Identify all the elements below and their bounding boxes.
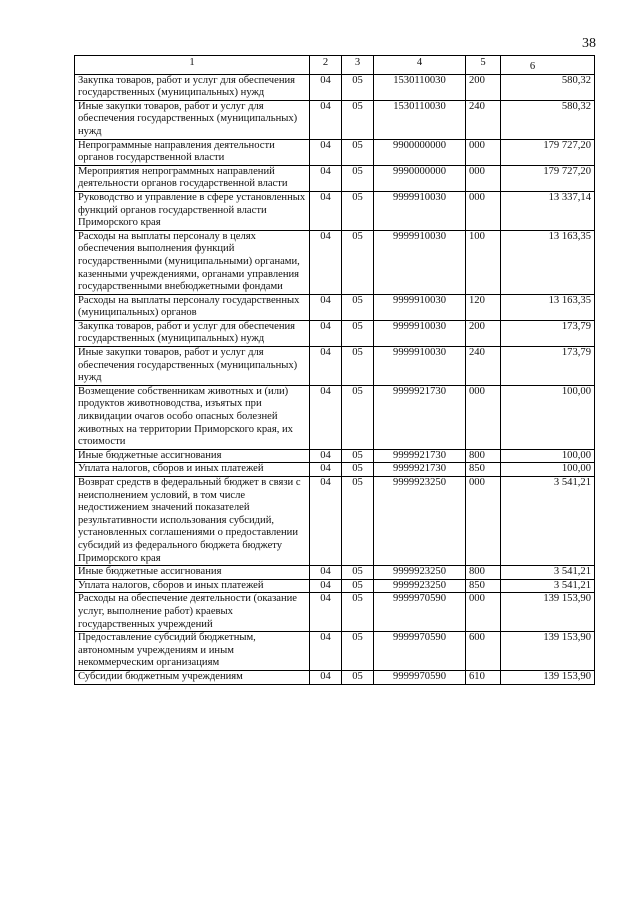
- row-target-code: 9999910030: [374, 320, 466, 346]
- row-amount: 139 153,90: [501, 632, 595, 671]
- row-subsection: 05: [342, 230, 374, 294]
- row-target-code: 9999910030: [374, 191, 466, 230]
- row-name: Субсидии бюджетным учреждениям: [75, 670, 310, 684]
- row-name: Предоставление субсидий бюджетным, автономным учреждениям и иным некоммерческим организациям: [75, 632, 310, 671]
- row-expense-type: 850: [466, 579, 501, 593]
- row-amount: 13 163,35: [501, 230, 595, 294]
- table-row: [75, 566, 595, 580]
- row-section: 04: [310, 347, 342, 386]
- row-name: Возмещение собственникам животных и (или) продуктов животноводства, изъятых при ликвидации очагов особо опасных болезней животных на территории Приморского края, их стоимости: [75, 385, 310, 449]
- row-section: 04: [310, 477, 342, 566]
- row-name: Руководство и управление в сфере установленных функций органов государственной власти Приморского края: [75, 191, 310, 230]
- table-row: [75, 294, 595, 320]
- table-row: [75, 320, 595, 346]
- row-target-code: 1530110030: [374, 74, 466, 100]
- row-target-code: 9999970590: [374, 670, 466, 684]
- budget-table: [74, 55, 595, 685]
- row-section: 04: [310, 566, 342, 580]
- header-col-5: 5: [466, 56, 501, 75]
- row-expense-type: 200: [466, 320, 501, 346]
- header-col-4: 4: [374, 56, 466, 75]
- row-name: Иные закупки товаров, работ и услуг для обеспечения государственных (муниципальных) нужд: [75, 347, 310, 386]
- row-target-code: 9999923250: [374, 566, 466, 580]
- row-subsection: 05: [342, 385, 374, 449]
- row-target-code: 9990000000: [374, 165, 466, 191]
- table-row: [75, 449, 595, 463]
- table-row: [75, 347, 595, 386]
- row-expense-type: 800: [466, 449, 501, 463]
- row-name: Возврат средств в федеральный бюджет в связи с неисполнением условий, в том числе недостижением значений показателей результативности использования субсидий, установленных соглашениями о предоставлении субсидий из федерального бюджета бюджету Приморского края: [75, 477, 310, 566]
- table-row: [75, 463, 595, 477]
- row-name: Расходы на обеспечение деятельности (оказание услуг, выполнение работ) краевых государственных учреждений: [75, 593, 310, 632]
- row-target-code: 9999910030: [374, 294, 466, 320]
- row-subsection: 05: [342, 294, 374, 320]
- table-row: [75, 230, 595, 294]
- row-target-code: 9999923250: [374, 477, 466, 566]
- row-section: 04: [310, 100, 342, 139]
- row-subsection: 05: [342, 347, 374, 386]
- table-row: [75, 477, 595, 566]
- row-amount: 100,00: [501, 463, 595, 477]
- table-header-row: [75, 56, 595, 75]
- row-name: Закупка товаров, работ и услуг для обеспечения государственных (муниципальных) нужд: [75, 320, 310, 346]
- page-number: 38: [582, 36, 596, 51]
- table-row: [75, 385, 595, 449]
- row-name: Закупка товаров, работ и услуг для обеспечения государственных (муниципальных) нужд: [75, 74, 310, 100]
- row-amount: 3 541,21: [501, 477, 595, 566]
- row-subsection: 05: [342, 593, 374, 632]
- row-name: Уплата налогов, сборов и иных платежей: [75, 463, 310, 477]
- row-subsection: 05: [342, 463, 374, 477]
- row-subsection: 05: [342, 670, 374, 684]
- row-subsection: 05: [342, 74, 374, 100]
- row-expense-type: 800: [466, 566, 501, 580]
- header-col-6: [501, 56, 595, 75]
- row-expense-type: 850: [466, 463, 501, 477]
- table-row: [75, 74, 595, 100]
- row-section: 04: [310, 139, 342, 165]
- row-section: 04: [310, 165, 342, 191]
- row-section: 04: [310, 449, 342, 463]
- row-amount: 179 727,20: [501, 165, 595, 191]
- row-amount: 3 541,21: [501, 566, 595, 580]
- row-expense-type: 610: [466, 670, 501, 684]
- row-target-code: 9900000000: [374, 139, 466, 165]
- row-amount: 100,00: [501, 449, 595, 463]
- table-row: [75, 139, 595, 165]
- row-subsection: 05: [342, 579, 374, 593]
- row-target-code: 9999921730: [374, 385, 466, 449]
- row-amount: 100,00: [501, 385, 595, 449]
- row-name: Мероприятия непрограммных направлений деятельности органов государственной власти: [75, 165, 310, 191]
- row-amount: 13 163,35: [501, 294, 595, 320]
- row-target-code: 9999921730: [374, 449, 466, 463]
- row-name: Иные бюджетные ассигнования: [75, 449, 310, 463]
- row-section: 04: [310, 463, 342, 477]
- row-expense-type: 100: [466, 230, 501, 294]
- row-amount: 580,32: [501, 100, 595, 139]
- row-target-code: 9999910030: [374, 230, 466, 294]
- row-amount: 580,32: [501, 74, 595, 100]
- row-name: Непрограммные направления деятельности органов государственной власти: [75, 139, 310, 165]
- row-subsection: 05: [342, 320, 374, 346]
- row-section: 04: [310, 670, 342, 684]
- row-amount: 173,79: [501, 320, 595, 346]
- row-amount: 13 337,14: [501, 191, 595, 230]
- header-col-2: 2: [310, 56, 342, 75]
- row-target-code: 9999923250: [374, 579, 466, 593]
- row-section: 04: [310, 191, 342, 230]
- row-subsection: 05: [342, 449, 374, 463]
- row-amount: 179 727,20: [501, 139, 595, 165]
- row-section: 04: [310, 320, 342, 346]
- row-subsection: 05: [342, 100, 374, 139]
- row-amount: 3 541,21: [501, 579, 595, 593]
- row-target-code: 1530110030: [374, 100, 466, 139]
- row-section: 04: [310, 632, 342, 671]
- table-row: [75, 165, 595, 191]
- row-subsection: 05: [342, 566, 374, 580]
- table-row: [75, 593, 595, 632]
- header-col-1: 1: [75, 56, 310, 75]
- row-section: 04: [310, 593, 342, 632]
- row-expense-type: 000: [466, 139, 501, 165]
- row-expense-type: 000: [466, 593, 501, 632]
- row-target-code: 9999970590: [374, 632, 466, 671]
- row-expense-type: 000: [466, 477, 501, 566]
- row-section: 04: [310, 230, 342, 294]
- row-target-code: 9999921730: [374, 463, 466, 477]
- row-target-code: 9999910030: [374, 347, 466, 386]
- row-subsection: 05: [342, 632, 374, 671]
- table-row: [75, 191, 595, 230]
- row-section: 04: [310, 579, 342, 593]
- row-target-code: 9999970590: [374, 593, 466, 632]
- row-amount: 139 153,90: [501, 593, 595, 632]
- row-subsection: 05: [342, 191, 374, 230]
- row-name: Расходы на выплаты персоналу в целях обеспечения выполнения функций государственными (муниципальными) органами, казенными учреждениями, органами управления государственными внебюджетными фондами: [75, 230, 310, 294]
- row-subsection: 05: [342, 165, 374, 191]
- row-name: Иные закупки товаров, работ и услуг для обеспечения государственных (муниципальных) нужд: [75, 100, 310, 139]
- row-subsection: 05: [342, 139, 374, 165]
- row-name: Уплата налогов, сборов и иных платежей: [75, 579, 310, 593]
- row-expense-type: 000: [466, 191, 501, 230]
- row-section: 04: [310, 294, 342, 320]
- row-section: 04: [310, 74, 342, 100]
- row-expense-type: 000: [466, 385, 501, 449]
- header-col-6-label: 6: [529, 61, 536, 72]
- row-expense-type: 240: [466, 100, 501, 139]
- table-row: [75, 579, 595, 593]
- row-amount: 173,79: [501, 347, 595, 386]
- row-name: Расходы на выплаты персоналу государственных (муниципальных) органов: [75, 294, 310, 320]
- row-expense-type: 240: [466, 347, 501, 386]
- header-col-3: 3: [342, 56, 374, 75]
- row-expense-type: 200: [466, 74, 501, 100]
- row-expense-type: 120: [466, 294, 501, 320]
- row-expense-type: 600: [466, 632, 501, 671]
- table-row: [75, 670, 595, 684]
- table-row: [75, 100, 595, 139]
- row-amount: 139 153,90: [501, 670, 595, 684]
- row-name: Иные бюджетные ассигнования: [75, 566, 310, 580]
- row-subsection: 05: [342, 477, 374, 566]
- row-expense-type: 000: [466, 165, 501, 191]
- row-section: 04: [310, 385, 342, 449]
- table-row: [75, 632, 595, 671]
